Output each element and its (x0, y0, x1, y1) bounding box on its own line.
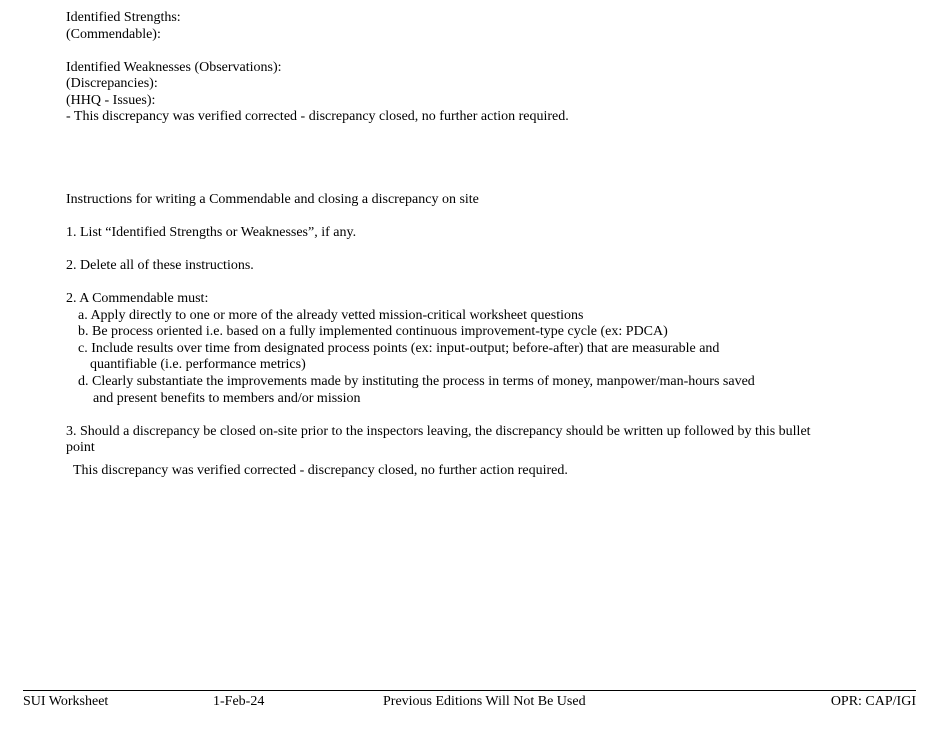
doc-blank-line (66, 407, 930, 424)
doc-line-item-a: a. Apply directly to one or more of the already vetted mission-critical worksheet questions (78, 307, 584, 323)
doc-line-instruction-2-commendable: 2. A Commendable must: (66, 291, 209, 307)
doc-line-instructions-heading: Instructions for writing a Commendable and closing a discrepancy on site (66, 192, 479, 208)
doc-blank-line (66, 126, 930, 143)
doc-blank-line (66, 43, 930, 60)
doc-line-instruction-1: 1. List “Identified Strengths or Weaknesses”, if any. (66, 225, 357, 241)
doc-blank-line (66, 142, 930, 159)
doc-line-item-c-continued: quantifiable (i.e. performance metrics) (90, 357, 306, 373)
doc-line-discrepancies-label: (Discrepancies): (66, 76, 158, 92)
closing-statement: This discrepancy was verified corrected - discrepancy closed, no further action required. (73, 462, 568, 478)
doc-line-instruction-3: 3. Should a discrepancy be closed on-site prior to the inspectors leaving, the discrepancy should be written up followed by this bullet (66, 423, 811, 439)
doc-blank-line (66, 175, 930, 192)
doc-line-instruction-3-continued: point (66, 440, 95, 456)
page-footer (23, 690, 916, 713)
doc-line-item-d: d. Clearly substantiate the improvements made by instituting the process in terms of money, manpower/man-hours saved (78, 374, 755, 390)
doc-line-hhq-issues-label: (HHQ - Issues): (66, 92, 156, 108)
doc-line-identified-strengths: Identified Strengths: (66, 10, 181, 25)
doc-blank-line (66, 209, 930, 226)
doc-line-item-b: b. Be process oriented i.e. based on a fully implemented continuous improvement-type cycle (ex: PDCA) (78, 324, 668, 340)
doc-line-identified-weaknesses: Identified Weaknesses (Observations): (66, 59, 282, 75)
footer-editions-notice: Previous Editions Will Not Be Used (383, 694, 586, 709)
doc-line-item-c: c. Include results over time from designated process points (ex: input-output; before-after) that are measurable and (78, 340, 720, 356)
doc-blank-line (66, 159, 930, 176)
doc-line-discrepancy-closed-bullet: - This discrepancy was verified corrected - discrepancy closed, no further action required. (66, 109, 569, 125)
doc-line-instruction-2-delete: 2. Delete all of these instructions. (66, 258, 254, 274)
footer-date: 1-Feb-24 (213, 694, 265, 709)
doc-blank-line (66, 242, 930, 259)
doc-line-commendable-label: (Commendable): (66, 26, 161, 42)
doc-blank-line (66, 275, 930, 292)
footer-doc-title: SUI Worksheet (23, 694, 109, 709)
doc-line-item-d-continued: and present benefits to members and/or mission (93, 390, 361, 406)
document-body (66, 10, 930, 479)
footer-opr: OPR: CAP/IGI (830, 694, 916, 709)
